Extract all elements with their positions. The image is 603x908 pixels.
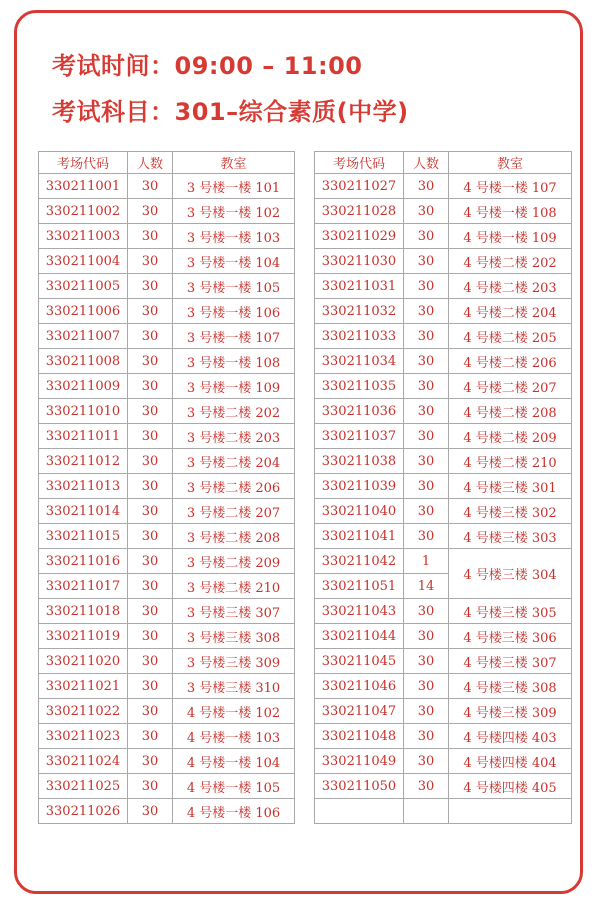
header-count: 人数 <box>128 152 173 174</box>
classroom-cell: 3 号楼一楼 109 <box>173 374 295 399</box>
candidate-count-cell: 30 <box>128 774 173 799</box>
candidate-count-cell: 30 <box>404 374 449 399</box>
room-code-cell: 330211017 <box>39 574 128 599</box>
room-code-cell: 330211003 <box>39 224 128 249</box>
exam-room-table-left <box>38 151 295 824</box>
candidate-count-cell: 30 <box>128 624 173 649</box>
classroom-cell: 4 号楼四楼 405 <box>449 774 572 799</box>
room-code-cell <box>315 799 404 824</box>
candidate-count-cell: 30 <box>404 649 449 674</box>
room-code-cell: 330211038 <box>315 449 404 474</box>
classroom-cell: 4 号楼一楼 103 <box>173 724 295 749</box>
candidate-count-cell: 30 <box>404 174 449 199</box>
table-row <box>39 374 295 399</box>
candidate-count-cell: 30 <box>404 774 449 799</box>
candidate-count-cell: 30 <box>404 524 449 549</box>
candidate-count-cell: 30 <box>128 374 173 399</box>
candidate-count-cell: 30 <box>404 674 449 699</box>
room-code-cell: 330211043 <box>315 599 404 624</box>
table-row <box>315 524 572 549</box>
classroom-cell: 3 号楼二楼 207 <box>173 499 295 524</box>
classroom-cell: 3 号楼二楼 208 <box>173 524 295 549</box>
header-count: 人数 <box>404 152 449 174</box>
table-row <box>39 699 295 724</box>
room-code-cell: 330211034 <box>315 349 404 374</box>
candidate-count-cell: 30 <box>128 749 173 774</box>
room-code-cell: 330211044 <box>315 624 404 649</box>
candidate-count-cell: 30 <box>128 199 173 224</box>
room-code-cell: 330211009 <box>39 374 128 399</box>
header-room: 教室 <box>449 152 572 174</box>
table-row <box>315 299 572 324</box>
classroom-cell: 4 号楼一楼 106 <box>173 799 295 824</box>
candidate-count-cell: 30 <box>404 624 449 649</box>
room-code-cell: 330211015 <box>39 524 128 549</box>
table-row <box>39 474 295 499</box>
table-row <box>315 174 572 199</box>
table-row <box>315 449 572 474</box>
candidate-count-cell: 30 <box>404 424 449 449</box>
room-code-cell: 330211022 <box>39 699 128 724</box>
room-code-cell: 330211026 <box>39 799 128 824</box>
table-header-row <box>315 152 572 174</box>
classroom-cell: 3 号楼二楼 202 <box>173 399 295 424</box>
table-row <box>315 649 572 674</box>
classroom-cell: 3 号楼二楼 209 <box>173 549 295 574</box>
candidate-count-cell: 30 <box>404 249 449 274</box>
classroom-cell: 4 号楼二楼 208 <box>449 399 572 424</box>
table-row <box>315 599 572 624</box>
classroom-cell: 4 号楼三楼 308 <box>449 674 572 699</box>
table-row <box>315 224 572 249</box>
candidate-count-cell: 30 <box>128 274 173 299</box>
table-row <box>39 624 295 649</box>
candidate-count-cell: 30 <box>128 249 173 274</box>
room-code-cell: 330211007 <box>39 324 128 349</box>
table-row <box>39 574 295 599</box>
table-row <box>39 274 295 299</box>
candidate-count-cell: 30 <box>404 399 449 424</box>
room-code-cell: 330211049 <box>315 749 404 774</box>
candidate-count-cell: 30 <box>404 299 449 324</box>
classroom-cell: 4 号楼三楼 304 <box>449 549 572 599</box>
classroom-cell: 3 号楼二楼 210 <box>173 574 295 599</box>
header-room: 教室 <box>173 152 295 174</box>
room-code-cell: 330211001 <box>39 174 128 199</box>
classroom-cell: 4 号楼一楼 105 <box>173 774 295 799</box>
room-code-cell: 330211027 <box>315 174 404 199</box>
candidate-count-cell: 30 <box>128 224 173 249</box>
table-row <box>315 424 572 449</box>
candidate-count-cell: 30 <box>404 599 449 624</box>
room-code-cell: 330211012 <box>39 449 128 474</box>
table-row <box>39 449 295 474</box>
candidate-count-cell: 30 <box>128 674 173 699</box>
classroom-cell: 3 号楼一楼 104 <box>173 249 295 274</box>
room-code-cell: 330211013 <box>39 474 128 499</box>
classroom-cell: 4 号楼一楼 108 <box>449 199 572 224</box>
table-row <box>39 324 295 349</box>
classroom-cell: 4 号楼三楼 305 <box>449 599 572 624</box>
room-code-cell: 330211006 <box>39 299 128 324</box>
classroom-cell: 4 号楼一楼 109 <box>449 224 572 249</box>
candidate-count-cell: 30 <box>128 649 173 674</box>
room-code-cell: 330211008 <box>39 349 128 374</box>
candidate-count-cell: 30 <box>128 724 173 749</box>
classroom-cell: 4 号楼一楼 102 <box>173 699 295 724</box>
classroom-cell: 3 号楼二楼 204 <box>173 449 295 474</box>
table-row <box>39 424 295 449</box>
candidate-count-cell: 14 <box>404 574 449 599</box>
room-code-cell: 330211004 <box>39 249 128 274</box>
table-row <box>315 324 572 349</box>
candidate-count-cell: 30 <box>128 174 173 199</box>
classroom-cell: 4 号楼四楼 404 <box>449 749 572 774</box>
table-row <box>315 549 572 574</box>
candidate-count-cell: 30 <box>128 399 173 424</box>
classroom-cell: 4 号楼三楼 302 <box>449 499 572 524</box>
candidate-count-cell: 30 <box>128 524 173 549</box>
classroom-cell: 4 号楼四楼 403 <box>449 724 572 749</box>
candidate-count-cell: 30 <box>128 499 173 524</box>
table-row <box>39 199 295 224</box>
table-row <box>39 299 295 324</box>
room-code-cell: 330211040 <box>315 499 404 524</box>
classroom-cell: 4 号楼二楼 210 <box>449 449 572 474</box>
exam-room-table-right <box>314 151 572 824</box>
table-row <box>315 774 572 799</box>
classroom-cell: 3 号楼三楼 310 <box>173 674 295 699</box>
room-code-cell: 330211002 <box>39 199 128 224</box>
candidate-count-cell <box>404 799 449 824</box>
room-code-cell: 330211042 <box>315 549 404 574</box>
table-row <box>315 274 572 299</box>
classroom-cell: 3 号楼一楼 108 <box>173 349 295 374</box>
classroom-cell: 4 号楼一楼 107 <box>449 174 572 199</box>
classroom-cell: 3 号楼一楼 106 <box>173 299 295 324</box>
table-row <box>315 199 572 224</box>
classroom-cell: 3 号楼一楼 103 <box>173 224 295 249</box>
room-code-cell: 330211011 <box>39 424 128 449</box>
classroom-cell: 4 号楼三楼 307 <box>449 649 572 674</box>
candidate-count-cell: 30 <box>128 349 173 374</box>
room-code-cell: 330211024 <box>39 749 128 774</box>
table-row <box>39 399 295 424</box>
classroom-cell: 3 号楼二楼 203 <box>173 424 295 449</box>
table-row <box>315 374 572 399</box>
candidate-count-cell: 30 <box>404 349 449 374</box>
classroom-cell: 3 号楼三楼 307 <box>173 599 295 624</box>
classroom-cell: 3 号楼一楼 101 <box>173 174 295 199</box>
candidate-count-cell: 30 <box>128 574 173 599</box>
room-code-cell: 330211020 <box>39 649 128 674</box>
classroom-cell: 3 号楼一楼 107 <box>173 324 295 349</box>
candidate-count-cell: 30 <box>404 724 449 749</box>
table-row <box>315 349 572 374</box>
room-code-cell: 330211031 <box>315 274 404 299</box>
classroom-cell: 3 号楼三楼 308 <box>173 624 295 649</box>
table-row <box>39 774 295 799</box>
table-row <box>315 674 572 699</box>
table-row <box>39 224 295 249</box>
room-code-cell: 330211029 <box>315 224 404 249</box>
candidate-count-cell: 30 <box>128 474 173 499</box>
candidate-count-cell: 30 <box>404 449 449 474</box>
candidate-count-cell: 30 <box>128 699 173 724</box>
room-code-cell: 330211046 <box>315 674 404 699</box>
classroom-cell: 3 号楼二楼 206 <box>173 474 295 499</box>
exam-time-heading: 考试时间：09:00 – 11:00 <box>52 52 363 80</box>
candidate-count-cell: 30 <box>404 699 449 724</box>
table-row <box>39 349 295 374</box>
exam-subject-heading: 考试科目：301–综合素质(中学) <box>52 98 409 126</box>
room-code-cell: 330211025 <box>39 774 128 799</box>
table-header-row <box>39 152 295 174</box>
classroom-cell: 4 号楼三楼 306 <box>449 624 572 649</box>
table-row <box>315 399 572 424</box>
header-code: 考场代码 <box>39 152 128 174</box>
classroom-cell: 3 号楼三楼 309 <box>173 649 295 674</box>
room-code-cell: 330211023 <box>39 724 128 749</box>
candidate-count-cell: 30 <box>128 424 173 449</box>
classroom-cell: 4 号楼二楼 209 <box>449 424 572 449</box>
room-code-cell: 330211021 <box>39 674 128 699</box>
candidate-count-cell: 30 <box>404 199 449 224</box>
candidate-count-cell: 30 <box>128 799 173 824</box>
room-code-cell: 330211032 <box>315 299 404 324</box>
table-row <box>39 649 295 674</box>
room-code-cell: 330211035 <box>315 374 404 399</box>
candidate-count-cell: 30 <box>404 274 449 299</box>
table-row <box>39 599 295 624</box>
candidate-count-cell: 30 <box>404 499 449 524</box>
classroom-cell: 3 号楼一楼 105 <box>173 274 295 299</box>
classroom-cell: 4 号楼二楼 202 <box>449 249 572 274</box>
table-row <box>39 524 295 549</box>
room-code-cell: 330211010 <box>39 399 128 424</box>
table-row <box>39 174 295 199</box>
table-row <box>315 249 572 274</box>
room-code-cell: 330211039 <box>315 474 404 499</box>
table-row <box>315 724 572 749</box>
room-code-cell: 330211030 <box>315 249 404 274</box>
table-row <box>39 549 295 574</box>
classroom-cell <box>449 799 572 824</box>
candidate-count-cell: 30 <box>128 299 173 324</box>
room-code-cell: 330211028 <box>315 199 404 224</box>
table-row <box>315 624 572 649</box>
candidate-count-cell: 30 <box>404 749 449 774</box>
classroom-cell: 4 号楼二楼 207 <box>449 374 572 399</box>
table-row <box>39 799 295 824</box>
classroom-cell: 4 号楼三楼 309 <box>449 699 572 724</box>
classroom-cell: 4 号楼一楼 104 <box>173 749 295 774</box>
classroom-cell: 4 号楼二楼 205 <box>449 324 572 349</box>
classroom-cell: 4 号楼二楼 206 <box>449 349 572 374</box>
room-code-cell: 330211019 <box>39 624 128 649</box>
classroom-cell: 3 号楼一楼 102 <box>173 199 295 224</box>
table-row <box>315 474 572 499</box>
candidate-count-cell: 30 <box>404 474 449 499</box>
candidate-count-cell: 30 <box>128 449 173 474</box>
room-code-cell: 330211045 <box>315 649 404 674</box>
room-code-cell: 330211047 <box>315 699 404 724</box>
table-row <box>315 699 572 724</box>
candidate-count-cell: 30 <box>404 224 449 249</box>
table-row <box>39 249 295 274</box>
room-code-cell: 330211018 <box>39 599 128 624</box>
room-code-cell: 330211051 <box>315 574 404 599</box>
table-row <box>39 724 295 749</box>
room-code-cell: 330211041 <box>315 524 404 549</box>
table-row <box>39 499 295 524</box>
classroom-cell: 4 号楼二楼 204 <box>449 299 572 324</box>
candidate-count-cell: 30 <box>128 324 173 349</box>
header-code: 考场代码 <box>315 152 404 174</box>
room-code-cell: 330211050 <box>315 774 404 799</box>
room-code-cell: 330211016 <box>39 549 128 574</box>
classroom-cell: 4 号楼三楼 301 <box>449 474 572 499</box>
room-code-cell: 330211036 <box>315 399 404 424</box>
classroom-cell: 4 号楼二楼 203 <box>449 274 572 299</box>
table-row <box>315 799 572 824</box>
room-code-cell: 330211048 <box>315 724 404 749</box>
room-code-cell: 330211037 <box>315 424 404 449</box>
table-row <box>39 674 295 699</box>
room-code-cell: 330211014 <box>39 499 128 524</box>
candidate-count-cell: 1 <box>404 549 449 574</box>
table-row <box>315 499 572 524</box>
table-row <box>315 749 572 774</box>
room-code-cell: 330211033 <box>315 324 404 349</box>
room-code-cell: 330211005 <box>39 274 128 299</box>
classroom-cell: 4 号楼三楼 303 <box>449 524 572 549</box>
candidate-count-cell: 30 <box>128 549 173 574</box>
table-row <box>39 749 295 774</box>
candidate-count-cell: 30 <box>128 599 173 624</box>
candidate-count-cell: 30 <box>404 324 449 349</box>
